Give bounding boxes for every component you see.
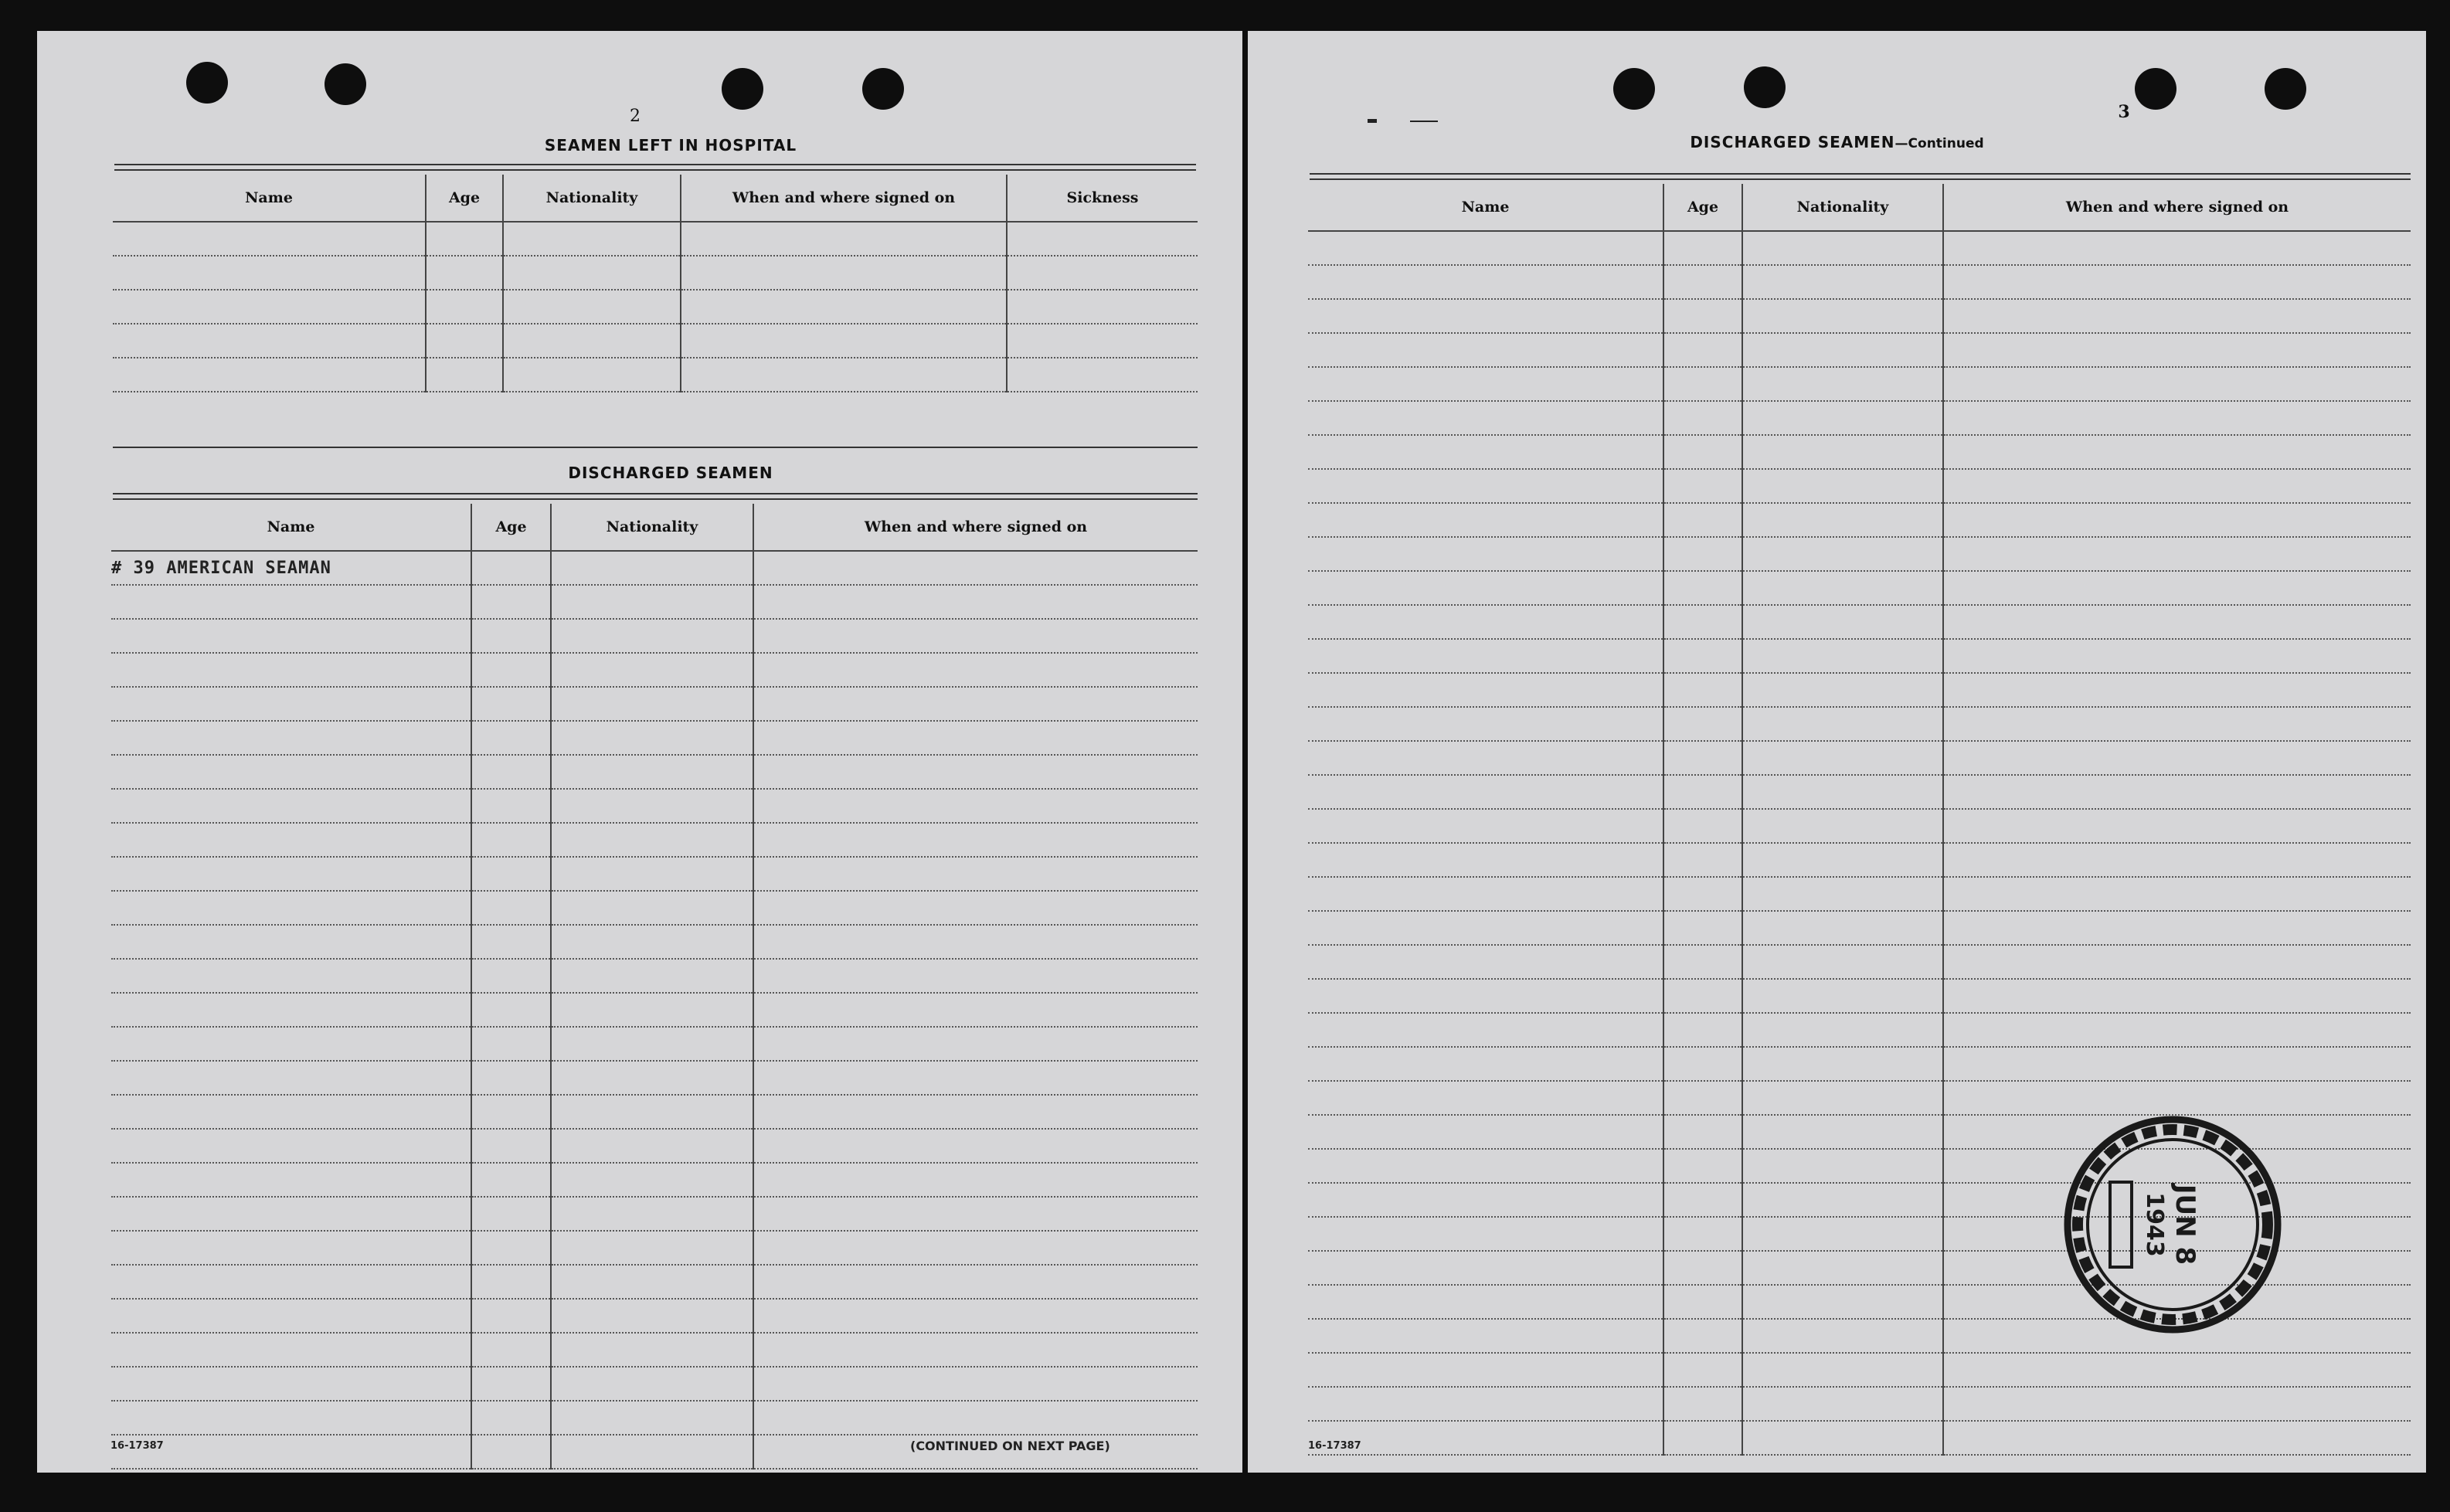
table-row [111, 1265, 1198, 1299]
punch-hole [1744, 66, 1786, 108]
table-row [111, 1027, 1198, 1061]
discharged-continued-title: DISCHARGED SEAMEN—Continued [1690, 133, 1984, 151]
table-row [1308, 503, 2411, 537]
col-age-header: Age [1663, 184, 1742, 231]
table-row [1308, 1353, 2411, 1387]
punch-hole [186, 62, 228, 104]
table-row [113, 324, 1198, 358]
typed-entry: # 39 AMERICAN SEAMAN [111, 551, 471, 585]
table-row [111, 925, 1198, 959]
table-row [111, 653, 1198, 687]
right-page [1248, 31, 2426, 1473]
table-row [113, 256, 1198, 290]
table-bottom-rule [113, 447, 1198, 448]
table-row [111, 823, 1198, 857]
table-row [1308, 775, 2411, 809]
table-row [111, 1197, 1198, 1231]
table-row [111, 551, 1198, 585]
col-nationality-header: Nationality [551, 504, 753, 551]
punch-hole [325, 63, 366, 105]
ink-speck [1410, 121, 1438, 122]
table-row [113, 290, 1198, 324]
table-row [111, 857, 1198, 891]
table-row [111, 1129, 1198, 1163]
punch-hole [862, 68, 904, 110]
table-row [111, 1163, 1198, 1197]
table-row [113, 358, 1198, 392]
page-number: 3 [2118, 102, 2130, 122]
table-row [1308, 1013, 2411, 1047]
punch-hole [2265, 68, 2306, 110]
left-page [37, 31, 1242, 1473]
date-stamp [2061, 1113, 2285, 1337]
table-row [111, 1231, 1198, 1265]
table-row [1308, 231, 2411, 265]
table-row [111, 1367, 1198, 1401]
punch-hole [722, 68, 763, 110]
hospital-section-title: SEAMEN LEFT IN HOSPITAL [544, 136, 797, 155]
discharged-section-title: DISCHARGED SEAMEN [568, 464, 773, 482]
table-row [111, 993, 1198, 1027]
col-nationality-header: Nationality [503, 175, 681, 222]
col-signed-on-header: When and where signed on [1943, 184, 2411, 231]
col-name-header: Name [113, 175, 426, 222]
col-signed-on-header: When and where signed on [681, 175, 1007, 222]
table-row [113, 222, 1198, 256]
col-age-header: Age [426, 175, 503, 222]
stamp-year-text: 1943 [2141, 1192, 2168, 1257]
continued-note: (CONTINUED ON NEXT PAGE) [910, 1439, 1110, 1453]
double-rule [1310, 173, 2411, 180]
table-row [1308, 401, 2411, 435]
table-row [111, 755, 1198, 789]
stamp-date-text: JUN 8 [2170, 1184, 2200, 1266]
table-row [111, 721, 1198, 755]
table-row [1308, 469, 2411, 503]
table-row [1308, 673, 2411, 707]
col-age-header: Age [471, 504, 551, 551]
table-row [111, 1095, 1198, 1129]
table-row [1308, 639, 2411, 673]
col-sickness-header: Sickness [1007, 175, 1198, 222]
table-row [111, 1061, 1198, 1095]
table-row [111, 891, 1198, 925]
table-row [1308, 333, 2411, 367]
col-name-header: Name [1308, 184, 1663, 231]
form-number: 16-17387 [1308, 1440, 1361, 1452]
table-row [1308, 537, 2411, 571]
table-row [1308, 979, 2411, 1013]
col-signed-on-header: When and where signed on [753, 504, 1198, 551]
table-row [1308, 1387, 2411, 1421]
table-row [111, 1401, 1198, 1435]
table-row [1308, 265, 2411, 299]
table-row [111, 1333, 1198, 1367]
table-row [1308, 1081, 2411, 1115]
table-row [111, 789, 1198, 823]
table-row [1308, 877, 2411, 911]
table-row [1308, 945, 2411, 979]
double-rule [113, 493, 1198, 500]
table-row [1308, 843, 2411, 877]
col-name-header: Name [111, 504, 471, 551]
table-row [111, 619, 1198, 653]
table-row [1308, 809, 2411, 843]
punch-hole [1613, 68, 1655, 110]
table-row [111, 585, 1198, 619]
page-number: 2 [630, 107, 641, 126]
table-row [1308, 435, 2411, 469]
hospital-table [113, 175, 1198, 392]
double-rule [114, 164, 1196, 171]
table-row [1308, 707, 2411, 741]
table-row [1308, 1421, 2411, 1455]
table-row [111, 1299, 1198, 1333]
table-row [1308, 1047, 2411, 1081]
table-row [1308, 367, 2411, 401]
discharged-table [111, 504, 1198, 1470]
table-row [1308, 911, 2411, 945]
table-row [1308, 605, 2411, 639]
form-number: 16-17387 [110, 1440, 164, 1452]
table-row [111, 959, 1198, 993]
col-nationality-header: Nationality [1742, 184, 1943, 231]
table-row [111, 687, 1198, 721]
ink-speck [1368, 119, 1377, 123]
table-row [1308, 299, 2411, 333]
table-row [1308, 571, 2411, 605]
table-row [1308, 741, 2411, 775]
